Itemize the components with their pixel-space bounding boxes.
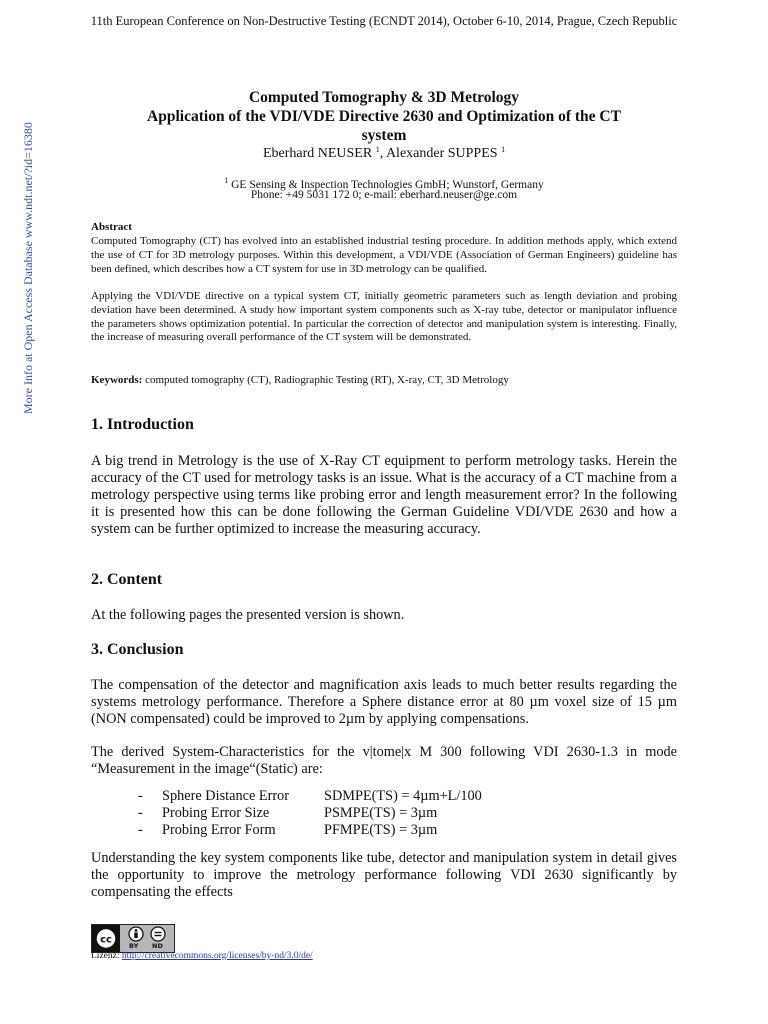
author-separator: , [379,146,386,161]
section-heading-content: 2. Content [91,571,163,588]
list-item-name: Probing Error Size [162,805,270,821]
list-item-name: Sphere Distance Error [162,788,290,804]
badge-nd-label: ND [152,942,163,950]
abstract-heading: Abstract [91,221,132,233]
introduction-paragraph: A big trend in Metrology is the use of X-Ray CT equipment to perform metrology tasks. Herein the accuracy of the CT used for metrology tasks is an issue. What is the accuracy of a CT machine from a metrology perspective using terms like probing error and length measurement error? In the following it is presented how this can be done following the German Guideline VDI/VDE 2630 and how a system can be further optimized to increase the measuring accuracy. [91,453,677,537]
section-heading-introduction: 1. Introduction [91,416,194,433]
conference-header: 11th European Conference on Non-Destructive Testing (ECNDT 2014), October 6-10, 2014, Prague, Czech Republic [90,14,678,28]
list-item-value: PFMPE(TS) = 3µm [324,822,438,838]
cc-logo-icon [92,925,120,952]
paper-title-line3: system [361,127,407,144]
keywords-label: Keywords: [91,374,143,386]
author-1-affiliation: 1 [375,145,380,154]
abstract-paragraph-2: Applying the VDI/VDE directive on a typical system CT, initially geometric parameters such as length deviation and probing deviation have been determined. A study how important system components such as X-ray tube, detector or manipulator influence the parameters shows optimization potential. In particular the correction of detector and manipulation system is interesting. Finally, the increase of measuring overall performance of the CT system will be demonstrated. [91,290,677,344]
author-2: Alexander SUPPES [385,146,498,161]
sidebar-info-link[interactable]: More Info at Open Access Database www.ndt.net/?id=16380 [21,122,35,414]
keywords [91,374,677,388]
list-item-value: SDMPE(TS) = 4µm+L/100 [324,788,482,804]
license-line [91,951,313,961]
keywords-text: computed tomography (CT), Radiographic Testing (RT), X-ray, CT, 3D Metrology [142,374,509,386]
affiliation-contact: Phone: +49 5031 172 0; e-mail: eberhard.neuser@ge.com [250,189,518,201]
paper-title-line2: Application of the VDI/VDE Directive 2630 and Optimization of the CT [147,108,621,125]
list-bullet: - [138,805,143,821]
author-1: Eberhard NEUSER [262,146,373,161]
conclusion-paragraph-2: The derived System-Characteristics for the v|tome|x M 300 following VDI 2630-1.3 in mode “Measurement in the image“(Static) are: [91,744,677,777]
conclusion-paragraph-1: The compensation of the detector and magnification axis leads to much better results regarding the systems metrology performance. Therefore a Sphere distance error at 80 µm voxel size of 15 µm (NON compensated) could be improved to 2µm by applying compensations. [91,677,677,727]
affiliation-org: GE Sensing & Inspection Technologies GmbH; Wunstorf, Germany [228,179,544,191]
conclusion-paragraph-3: Understanding the key system components like tube, detector and manipulation system in detail gives the opportunity to improve the metrology performance following VDI 2630 significantly by compensating the effects [91,850,677,900]
cc-license-badge[interactable] [91,924,175,953]
list-item-name: Probing Error Form [162,822,276,838]
list-bullet: - [138,788,143,804]
list-bullet: - [138,822,143,838]
list-item-value: PSMPE(TS) = 3µm [324,805,438,821]
svg-text:cc: cc [100,934,112,946]
badge-by-label: BY [129,942,139,950]
author-2-affiliation: 1 [501,145,506,154]
section-heading-conclusion: 3. Conclusion [91,641,184,658]
authors [0,145,768,162]
content-paragraph: At the following pages the presented version is shown. [91,607,405,623]
license-link[interactable]: http://creativecommons.org/licenses/by-nd/3.0/de/ [121,951,313,961]
license-label: Lizenz: [91,951,122,961]
abstract-paragraph-1: Computed Tomography (CT) has evolved into an established industrial testing procedure. In addition methods apply, which extend the use of CT for 3D metrology purposes. Within this development, a VDI/VDE (Association of German Engineers) guideline has been defined, which describes how a CT system for use in 3D metrology can be qualified. [91,235,677,275]
affiliation-marker: 1 [224,176,229,185]
paper-title-line1: Computed Tomography & 3D Metrology [248,89,520,106]
